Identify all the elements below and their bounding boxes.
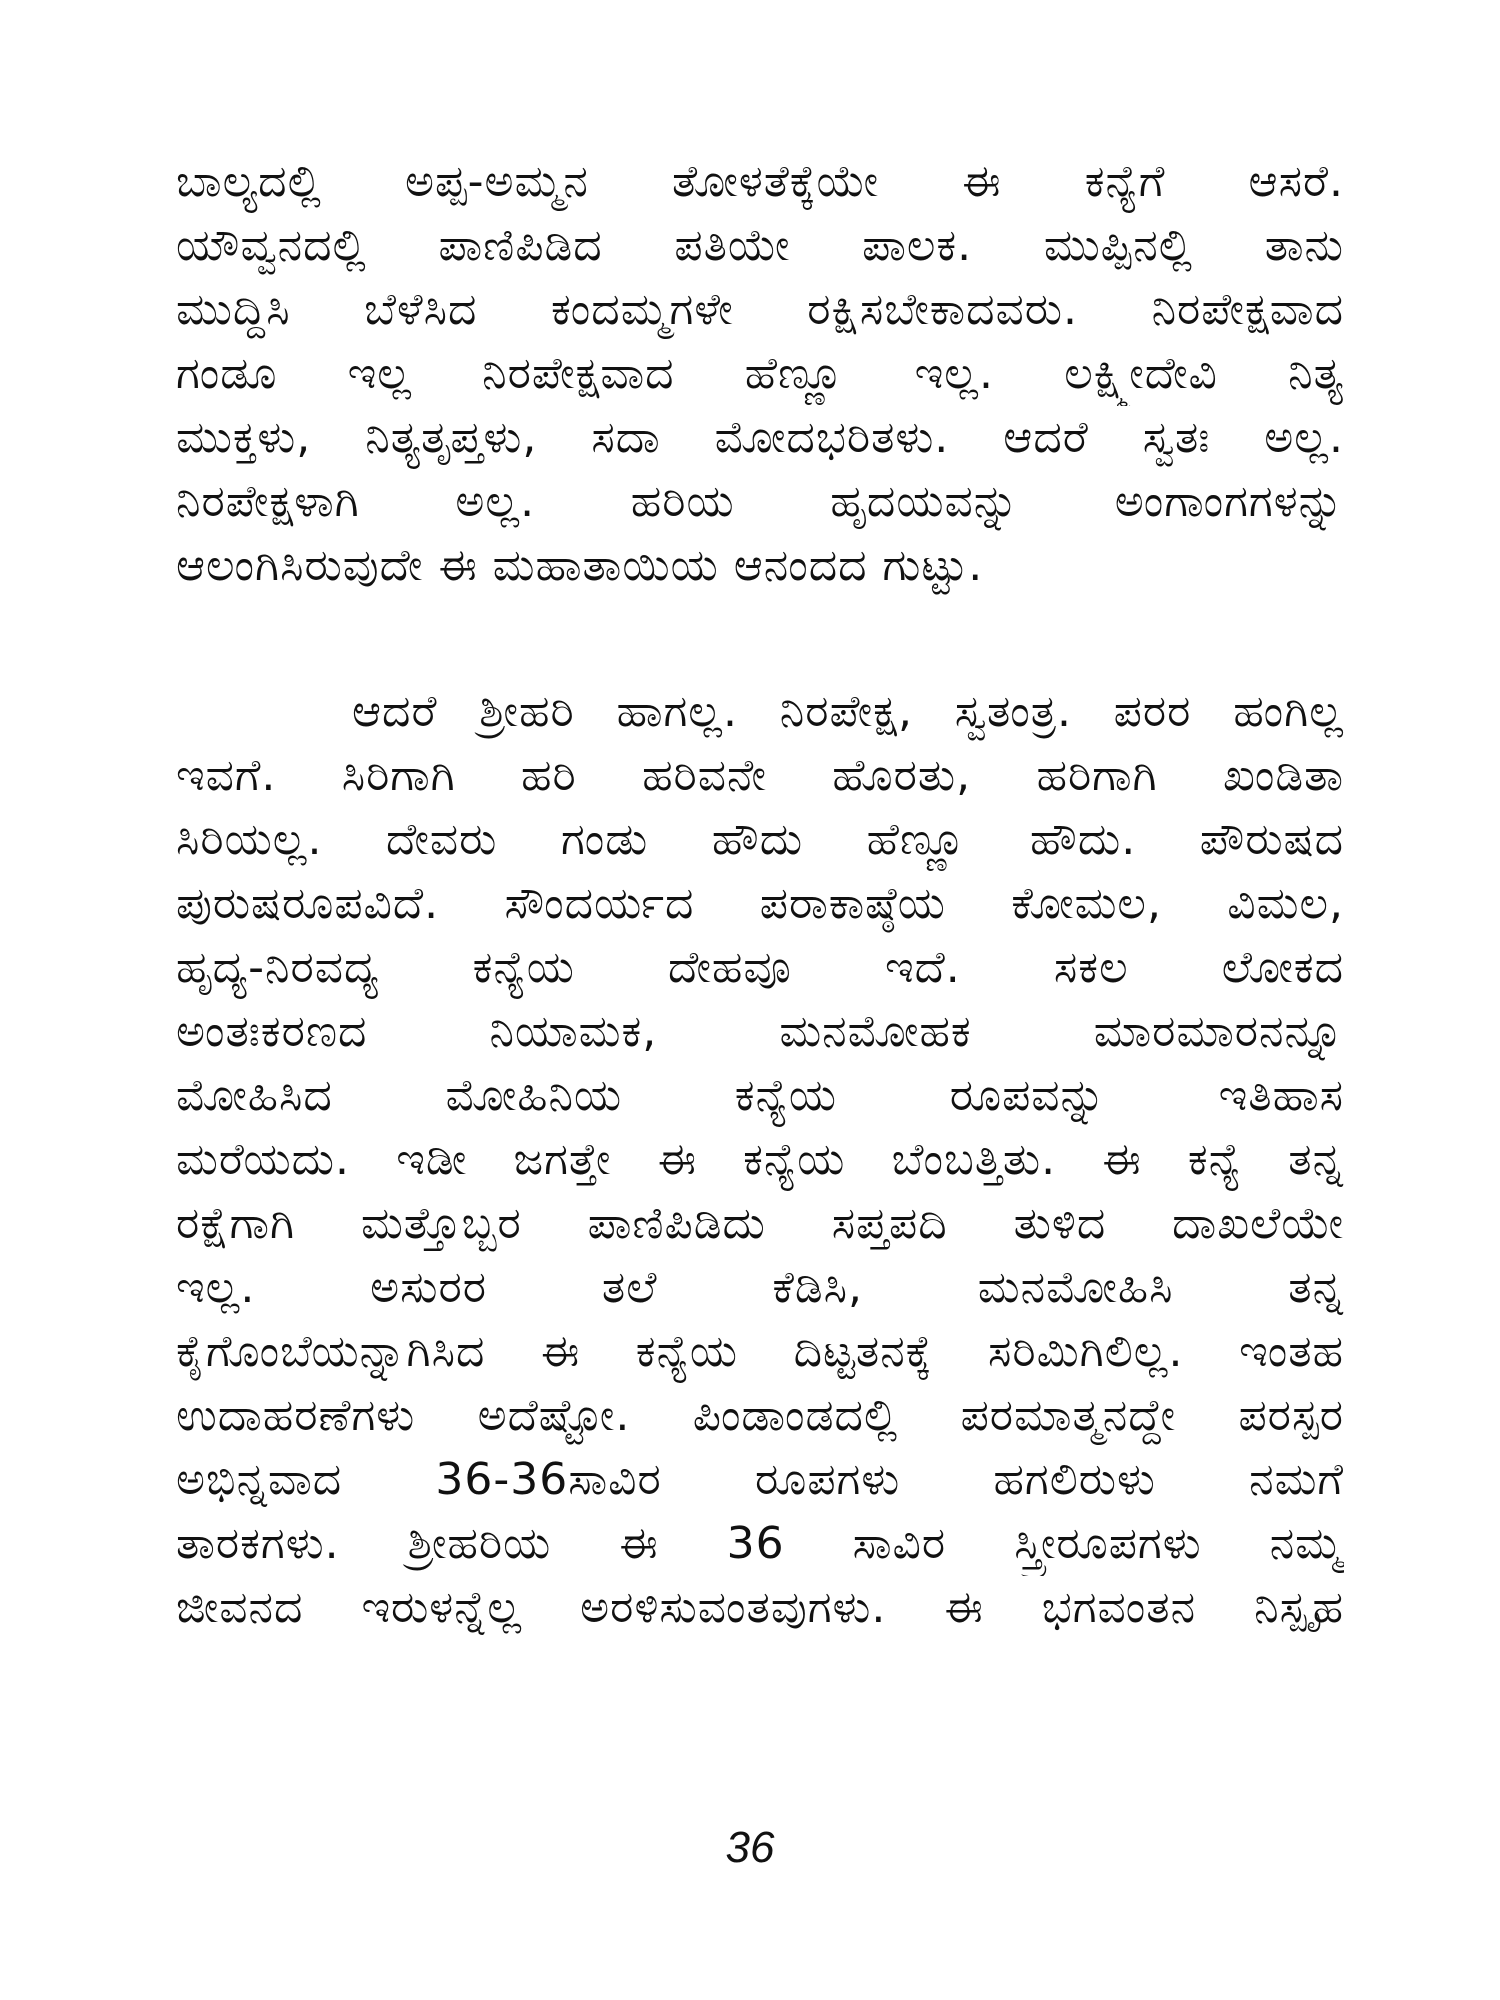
page-number: 36 <box>725 1823 775 1872</box>
text-line: ಅಭಿನ್ನವಾದ 36-36ಸಾವಿರ ರೂಪಗಳು ಹಗಲಿರುಳು ನಮಗೆ <box>176 1454 1344 1505</box>
text-line: ಸಿರಿಯಲ್ಲ. ದೇವರು ಗಂಡು ಹೌದು ಹೆಣ್ಣೂ ಹೌದು. ಪೌರುಷದ <box>176 814 1344 865</box>
text-line: ಮೋಹಿಸಿದ ಮೋಹಿನಿಯ ಕನ್ಯೆಯ ರೂಪವನ್ನು ಇತಿಹಾಸ <box>176 1070 1344 1121</box>
text-line: ಅಂತಃಕರಣದ ನಿಯಾಮಕ, ಮನಮೋಹಕ ಮಾರಮಾರನನ್ನೂ <box>176 1006 1344 1057</box>
text-line: ಮರೆಯದು. ಇಡೀ ಜಗತ್ತೇ ಈ ಕನ್ಯೆಯ ಬೆಂಬತ್ತಿತು. ಈ ಕನ್ಯೆ ತನ್ನ <box>176 1134 1344 1185</box>
text-line: ಕೈಗೊಂಬೆಯನ್ನಾಗಿಸಿದ ಈ ಕನ್ಯೆಯ ದಿಟ್ಟತನಕ್ಕೆ ಸರಿಮಿಗಿಲಿಲ್ಲ. ಇಂತಹ <box>176 1326 1344 1377</box>
text-line: ಹೃದ್ಯ-ನಿರವದ್ಯ ಕನ್ಯೆಯ ದೇಹವೂ ಇದೆ. ಸಕಲ ಲೋಕದ <box>176 942 1344 993</box>
text-line: ಇಲ್ಲ. ಅಸುರರ ತಲೆ ಕೆಡಿಸಿ, ಮನಮೋಹಿಸಿ ತನ್ನ <box>176 1262 1344 1313</box>
text-line: ರಕ್ಷೆಗಾಗಿ ಮತ್ತೊಬ್ಬರ ಪಾಣಿಪಿಡಿದು ಸಪ್ತಪದಿ ತುಳಿದ ದಾಖಲೆಯೇ <box>176 1198 1344 1249</box>
text-line: ಬಾಲ್ಯದಲ್ಲಿ ಅಪ್ಪ-ಅಮ್ಮನ ತೋಳತೆಕ್ಕೆಯೇ ಈ ಕನ್ಯೆಗೆ ಆಸರೆ. <box>176 156 1344 207</box>
text-line: ಉದಾಹರಣೆಗಳು ಅದೆಷ್ಟೋ. ಪಿಂಡಾಂಡದಲ್ಲಿ ಪರಮಾತ್ಮನದ್ದೇ ಪರಸ್ಪರ <box>176 1390 1344 1441</box>
text-line: ಪುರುಷರೂಪವಿದೆ. ಸೌಂದರ್ಯದ ಪರಾಕಾಷ್ಠೆಯ ಕೋಮಲ, ವಿಮಲ, <box>176 878 1344 929</box>
text-line: ನಿರಪೇಕ್ಷಳಾಗಿ ಅಲ್ಲ. ಹರಿಯ ಹೃದಯವನ್ನು ಅಂಗಾಂಗಗಳನ್ನು <box>176 476 1344 527</box>
text-line: ಯೌವ್ವನದಲ್ಲಿ ಪಾಣಿಪಿಡಿದ ಪತಿಯೇ ಪಾಲಕ. ಮುಪ್ಪಿನಲ್ಲಿ ತಾನು <box>176 220 1344 271</box>
text-line: ಗಂಡೂ ಇಲ್ಲ ನಿರಪೇಕ್ಷವಾದ ಹೆಣ್ಣೂ ಇಲ್ಲ. ಲಕ್ಷ್ಮೀದೇವಿ ನಿತ್ಯ <box>176 348 1344 399</box>
text-line: ಇವಗೆ. ಸಿರಿಗಾಗಿ ಹರಿ ಹರಿವನೇ ಹೊರತು, ಹರಿಗಾಗಿ ಖಂಡಿತಾ <box>176 750 1344 801</box>
text-line: ತಾರಕಗಳು. ಶ್ರೀಹರಿಯ ಈ 36 ಸಾವಿರ ಸ್ತ್ರೀರೂಪಗಳು ನಮ್ಮ <box>176 1518 1344 1569</box>
paragraph-1 <box>176 150 1344 598</box>
text-line: ಮುಕ್ತಳು, ನಿತ್ಯತೃಪ್ತಳು, ಸದಾ ಮೋದಭರಿತಳು. ಆದರೆ ಸ್ವತಃ ಅಲ್ಲ. <box>176 412 1344 463</box>
text-line: ಆದರೆ ಶ್ರೀಹರಿ ಹಾಗಲ್ಲ. ನಿರಪೇಕ್ಷ, ಸ್ವತಂತ್ರ. ಪರರ ಹಂಗಿಲ್ಲ <box>352 686 1344 737</box>
paragraph-2 <box>176 680 1344 1640</box>
text-line: ಜೀವನದ ಇರುಳನ್ನೆಲ್ಲ ಅರಳಿಸುವಂತವುಗಳು. ಈ ಭಗವಂತನ ನಿಸ್ಪೃಹ <box>176 1582 1344 1633</box>
text-line: ಮುದ್ದಿಸಿ ಬೆಳೆಸಿದ ಕಂದಮ್ಮಗಳೇ ರಕ್ಷಿಸಬೇಕಾದವರು. ನಿರಪೇಕ್ಷವಾದ <box>176 284 1344 335</box>
text-line: ಆಲಂಗಿಸಿರುವುದೇ ಈ ಮಹಾತಾಯಿಯ ಆನಂದದ ಗುಟ್ಟು. <box>176 540 984 591</box>
